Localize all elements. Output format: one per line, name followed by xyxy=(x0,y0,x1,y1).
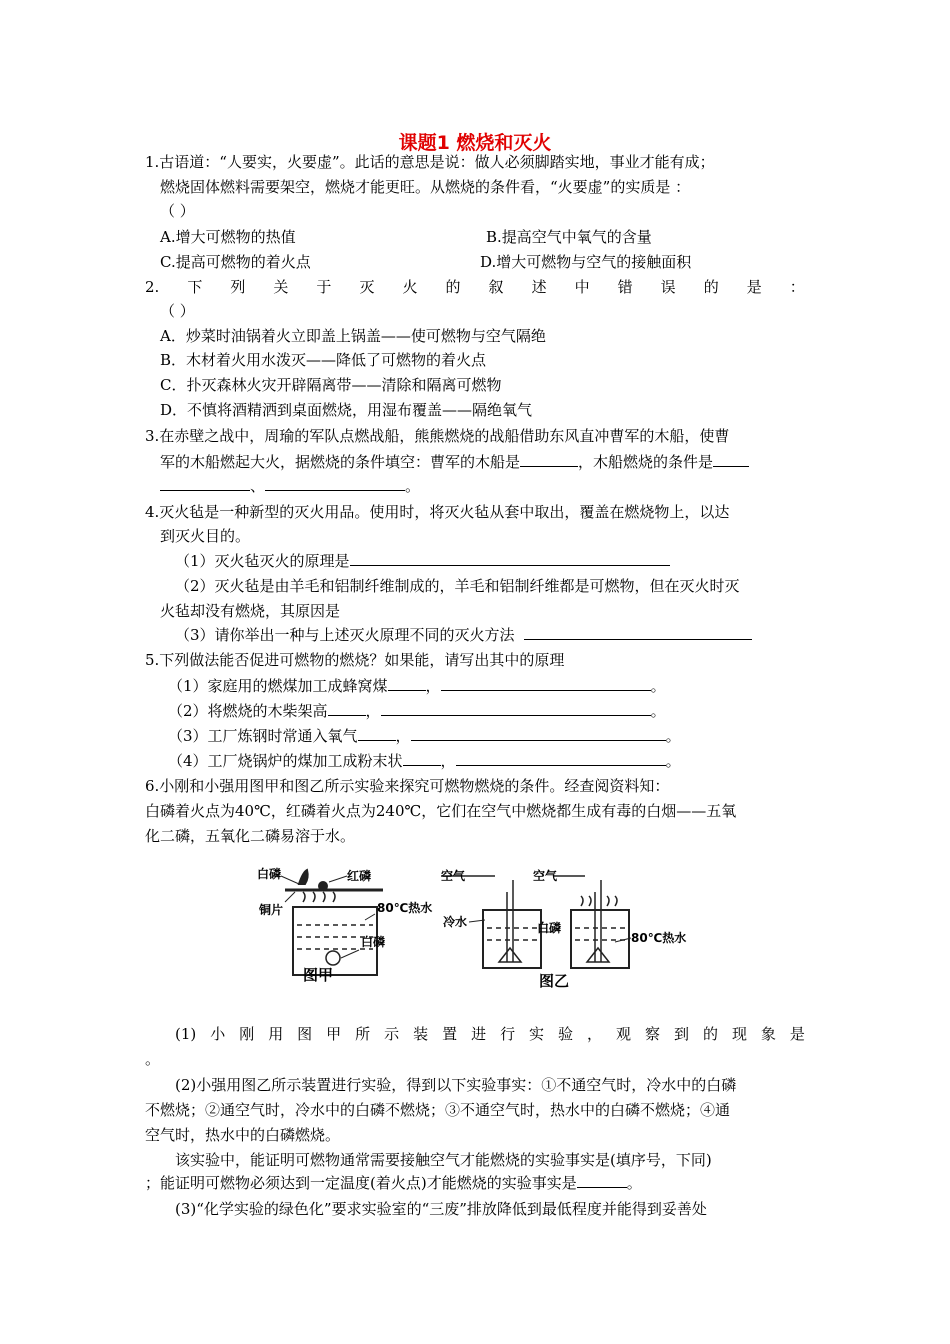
q3-line1: 3.在赤壁之战中，周瑜的军队点燃战船，熊熊燃烧的战船借助东风直冲曹军的木船，使曹 xyxy=(145,427,730,445)
label-white-phosphorus: 白磷 xyxy=(257,867,282,881)
q3-text-a: 军的木船燃起大火，据燃烧的条件填空：曹军的木船是 xyxy=(160,453,521,471)
q6-p2-text: ；能证明可燃物必须达到一定温度(着火点)才能燃烧的实验事实是 xyxy=(145,1174,577,1192)
q5-item xyxy=(168,725,681,747)
q4-sub3 xyxy=(175,624,752,646)
q2-stem-char: 列 xyxy=(230,278,246,296)
q5-item-text: （4）工厂烧锅炉的煤加工成粉末状 xyxy=(168,752,403,770)
q6-p2 xyxy=(145,1172,642,1194)
q2-stem-char: 于 xyxy=(316,278,332,296)
label-hot-water-b: 80℃热水 xyxy=(631,931,687,945)
red-phosphorus-dot xyxy=(319,882,327,890)
q2-stem-char: 中 xyxy=(574,278,590,296)
q2-stem-char: 是 xyxy=(746,278,762,296)
label-air-2: 空气 xyxy=(533,869,558,883)
experiment-figure xyxy=(255,862,695,992)
q3-blank-3[interactable] xyxy=(160,475,250,491)
q6-sub1-char: 小 xyxy=(210,1025,226,1043)
q6-sub2c: 空气时，热水中的白磷燃烧。 xyxy=(145,1126,341,1144)
q6-sub1-char: 图 xyxy=(297,1025,313,1043)
q2-stem-char: 叙 xyxy=(488,278,504,296)
q5-blank-a[interactable] xyxy=(388,675,426,691)
q2-stem-char: 的 xyxy=(445,278,461,296)
q5-blank-b[interactable] xyxy=(381,700,651,716)
q5-blank-b[interactable] xyxy=(441,675,651,691)
q6-sub1-char: 象 xyxy=(760,1025,776,1043)
q2-stem-char: 2. xyxy=(145,278,160,296)
q6-sub1-char: 到 xyxy=(673,1025,689,1043)
q5-period: 。 xyxy=(665,727,681,745)
q2-stem-char: 述 xyxy=(531,278,547,296)
q6-sub1-char: 装 xyxy=(413,1025,429,1043)
q6-sub1-char: 察 xyxy=(644,1025,660,1043)
q5-item xyxy=(168,700,666,722)
q6-line2: 白磷着火点为40℃，红磷着火点为240℃，它们在空气中燃烧都生成有毒的白烟——五氧 xyxy=(145,802,737,820)
q4-sub2a: （2）灭火毡是由羊毛和铝制纤维制成的，羊毛和铝制纤维都是可燃物，但在灭火时灭 xyxy=(175,577,740,595)
q6-sub1-char: 刚 xyxy=(239,1025,255,1043)
q6-sub1-char: 示 xyxy=(384,1025,400,1043)
label-red-phosphorus: 红磷 xyxy=(347,869,372,883)
q3-blank-4[interactable] xyxy=(265,475,405,491)
q3-blank-1[interactable] xyxy=(520,451,578,467)
q5-stem: 5.下列做法能否促进可燃物的燃烧？如果能，请写出其中的原理 xyxy=(145,651,565,669)
q3-text-b: ，木船燃烧的条件是 xyxy=(578,453,714,471)
label-copper: 铜片 xyxy=(259,903,284,917)
q6-sub1-char: 行 xyxy=(500,1025,516,1043)
q6-sub1-char: 是 xyxy=(789,1025,805,1043)
page-title: 课题1 燃烧和灭火 xyxy=(398,132,552,154)
q5-comma: ， xyxy=(395,727,411,745)
q2-stem-char: 的 xyxy=(703,278,719,296)
q5-comma: ， xyxy=(365,702,381,720)
q6-p2-end: 。 xyxy=(626,1174,642,1192)
q5-blank-b[interactable] xyxy=(411,725,666,741)
q5-item-text: （1）家庭用的燃煤加工成蜂窝煤 xyxy=(168,677,388,695)
q6-sub2b: 不燃烧；②通空气时，冷水中的白磷不燃烧；③不通空气时，热水中的白磷不燃烧；④通 xyxy=(145,1101,731,1119)
q6-sub1-char: 进 xyxy=(471,1025,487,1043)
q2-option-b: B．木材着火用水泼灭——降低了可燃物的着火点 xyxy=(160,351,487,369)
q1-answer-paren: （ ） xyxy=(160,202,195,220)
q6-sub1-char: 的 xyxy=(702,1025,718,1043)
q5-item-text: （2）将燃烧的木柴架高 xyxy=(168,702,328,720)
q1-option-b: B.提高空气中氧气的含量 xyxy=(486,228,652,246)
q6-sub1-char: 用 xyxy=(268,1025,284,1043)
q5-comma: ， xyxy=(440,752,456,770)
caption-figure-b: 图乙 xyxy=(539,972,570,990)
q2-answer-paren: （ ） xyxy=(160,302,195,320)
q5-item xyxy=(168,675,666,697)
q2-stem-char: 火 xyxy=(402,278,418,296)
q1-option-a: A.增大可燃物的热值 xyxy=(160,228,296,246)
flame-icon xyxy=(299,870,308,884)
q6-sub2a: (2)小强用图乙所示装置进行实验，得到以下实验事实：①不通空气时，冷水中的白磷 xyxy=(175,1076,737,1094)
q6-sub1-char: 甲 xyxy=(326,1025,342,1043)
q2-stem xyxy=(145,276,805,298)
q3-end: 。 xyxy=(405,477,421,495)
label-air-1: 空气 xyxy=(441,869,466,883)
q4-line2: 到灭火目的。 xyxy=(160,527,251,545)
figure-b-apparatus xyxy=(441,876,631,968)
q6-sub1-char: (1) xyxy=(175,1025,197,1043)
q3-separator: 、 xyxy=(250,477,266,495)
q5-item xyxy=(168,750,681,772)
q1-line1: 1.古语道：“人要实，火要虚”。此话的意思是说：做人必须脚踏实地，事业才能有成； xyxy=(145,153,715,171)
q6-sub1-char: ， xyxy=(587,1025,603,1043)
q6-sub3: (3)“化学实验的绿色化”要求实验室的“三废”排放降低到最低程度并能得到妥善处 xyxy=(175,1200,707,1218)
q3-blank-2[interactable] xyxy=(713,451,749,467)
q5-blank-a[interactable] xyxy=(403,750,441,766)
q3-line2 xyxy=(160,451,749,473)
figure-a-apparatus xyxy=(281,870,386,975)
q6-sub1 xyxy=(175,1023,805,1045)
q4-blank-1[interactable] xyxy=(350,550,670,566)
label-white-phosphorus-a: 白磷 xyxy=(361,935,386,949)
q4-sub3-text: （3）请你举出一种与上述灭火原理不同的灭火方法 xyxy=(175,626,515,644)
q1-option-d: D.增大可燃物与空气的接触面积 xyxy=(480,253,692,271)
q1-line2: 燃烧固体燃料需要架空，燃烧才能更旺。从燃烧的条件看，“火要虚”的实质是 ： xyxy=(160,178,691,196)
beaker-cold xyxy=(483,910,541,968)
q4-sub1 xyxy=(175,550,670,572)
q5-item-text: （3）工厂炼钢时常通入氧气 xyxy=(168,727,358,745)
white-phosphorus-underwater xyxy=(326,951,340,965)
q2-option-d: D．不慎将酒精洒到桌面燃烧，用湿布覆盖——隔绝氧气 xyxy=(160,401,533,419)
q5-comma: ， xyxy=(425,677,441,695)
q5-blank-b[interactable] xyxy=(456,750,666,766)
q6-sub1-char: 验 xyxy=(558,1025,574,1043)
q2-stem-char: ： xyxy=(789,278,805,296)
q5-blank-a[interactable] xyxy=(358,725,396,741)
q6-blank[interactable] xyxy=(577,1172,627,1188)
q6-line3: 化二磷，五氧化二磷易溶于水。 xyxy=(145,827,356,845)
q5-period: 。 xyxy=(665,752,681,770)
q2-stem-char: 关 xyxy=(273,278,289,296)
q6-line1: 6.小刚和小强用图甲和图乙所示实验来探究可燃物燃烧的条件。经查阅资料知： xyxy=(145,777,670,795)
q2-option-a: A．炒菜时油锅着火立即盖上锅盖——使可燃物与空气隔绝 xyxy=(160,327,546,345)
label-cold-water: 冷水 xyxy=(443,915,468,929)
q1-option-c: C.提高可燃物的着火点 xyxy=(160,253,311,271)
q2-stem-char: 下 xyxy=(187,278,203,296)
q6-sub1-end: 。 xyxy=(145,1050,161,1068)
q2-option-c: C．扑灭森林火灾开辟隔离带——清除和隔离可燃物 xyxy=(160,376,502,394)
q5-period: 。 xyxy=(650,677,666,695)
label-hot-water-a: 80℃热水 xyxy=(377,901,433,915)
q4-line1: 4.灭火毡是一种新型的灭火用品。使用时，将灭火毡从套中取出，覆盖在燃烧物上，以达 xyxy=(145,503,730,521)
q4-sub1-text: （1）灭火毡灭火的原理是 xyxy=(175,552,350,570)
q2-stem-char: 误 xyxy=(660,278,676,296)
q6-sub1-char: 实 xyxy=(529,1025,545,1043)
q6-sub1-char: 现 xyxy=(731,1025,747,1043)
q2-stem-char: 错 xyxy=(617,278,633,296)
q6-sub1-char: 所 xyxy=(355,1025,371,1043)
q4-blank-3[interactable] xyxy=(524,624,752,640)
q4-sub2b: 火毡却没有燃烧，其原因是 xyxy=(160,602,341,620)
caption-figure-a: 图甲 xyxy=(303,966,334,984)
label-white-phosphorus-b: 白磷 xyxy=(537,921,562,935)
q2-stem-char: 灭 xyxy=(359,278,375,296)
q6-sub1-char: 观 xyxy=(616,1025,632,1043)
q6-sub1-char: 置 xyxy=(442,1025,458,1043)
q3-line3 xyxy=(160,475,420,497)
q5-blank-a[interactable] xyxy=(328,700,366,716)
beaker-hot xyxy=(571,910,629,968)
q6-p1: 该实验中，能证明可燃物通常需要接触空气才能燃烧的实验事实是(填序号，下同) xyxy=(175,1151,712,1169)
q5-period: 。 xyxy=(650,702,666,720)
